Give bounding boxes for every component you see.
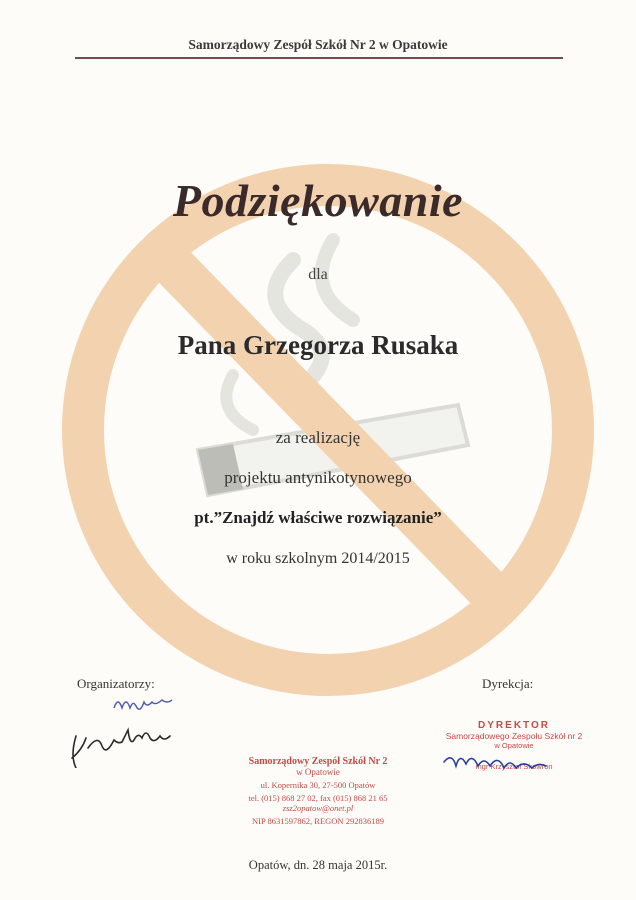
recipient-name: Pana Grzegorza Rusaka bbox=[177, 330, 459, 360]
stamp-phone: tel. (015) 868 27 02, fax (015) 868 21 65 bbox=[248, 793, 388, 803]
certificate-title: Podziękowanie bbox=[172, 175, 464, 226]
organizers-label: Organizatorzy: bbox=[77, 676, 155, 691]
director-title: DYREKTOR bbox=[478, 720, 550, 731]
director-name: mgr Krzysztof Skowron bbox=[475, 762, 553, 771]
for-word: dla bbox=[308, 266, 328, 283]
project-title: pt.”Znajdź właściwe rozwiązanie” bbox=[194, 508, 442, 527]
header-divider bbox=[75, 57, 563, 59]
stamp-nip-regon: NIP 8631597862, REGON 292836189 bbox=[252, 816, 384, 826]
issue-date: Opatów, dn. 28 maja 2015r. bbox=[248, 858, 388, 872]
stamp-address: ul. Kopernika 30, 27-500 Opatów bbox=[260, 780, 376, 790]
organizers-signatures bbox=[62, 688, 192, 768]
director-institution: Samorządowego Zespołu Szkół nr 2 bbox=[445, 731, 583, 741]
director-signature bbox=[440, 740, 560, 780]
stamp-email: zsz2opatow@onet.pl bbox=[282, 803, 354, 813]
stamp-town: w Opatowie bbox=[296, 767, 340, 777]
reason-line-1: za realizację bbox=[275, 428, 361, 447]
school-year-line: w roku szkolnym 2014/2015 bbox=[226, 550, 410, 567]
header-school-name: Samorządowy Zespół Szkół Nr 2 w Opatowie bbox=[188, 37, 448, 52]
stamp-school-name: Samorządowy Zespół Szkół Nr 2 bbox=[248, 756, 388, 767]
management-label: Dyrekcja: bbox=[482, 676, 534, 691]
director-town: w Opatowie bbox=[494, 741, 534, 750]
reason-line-2: projektu antynikotynowego bbox=[224, 468, 412, 487]
school-stamp bbox=[222, 756, 414, 826]
